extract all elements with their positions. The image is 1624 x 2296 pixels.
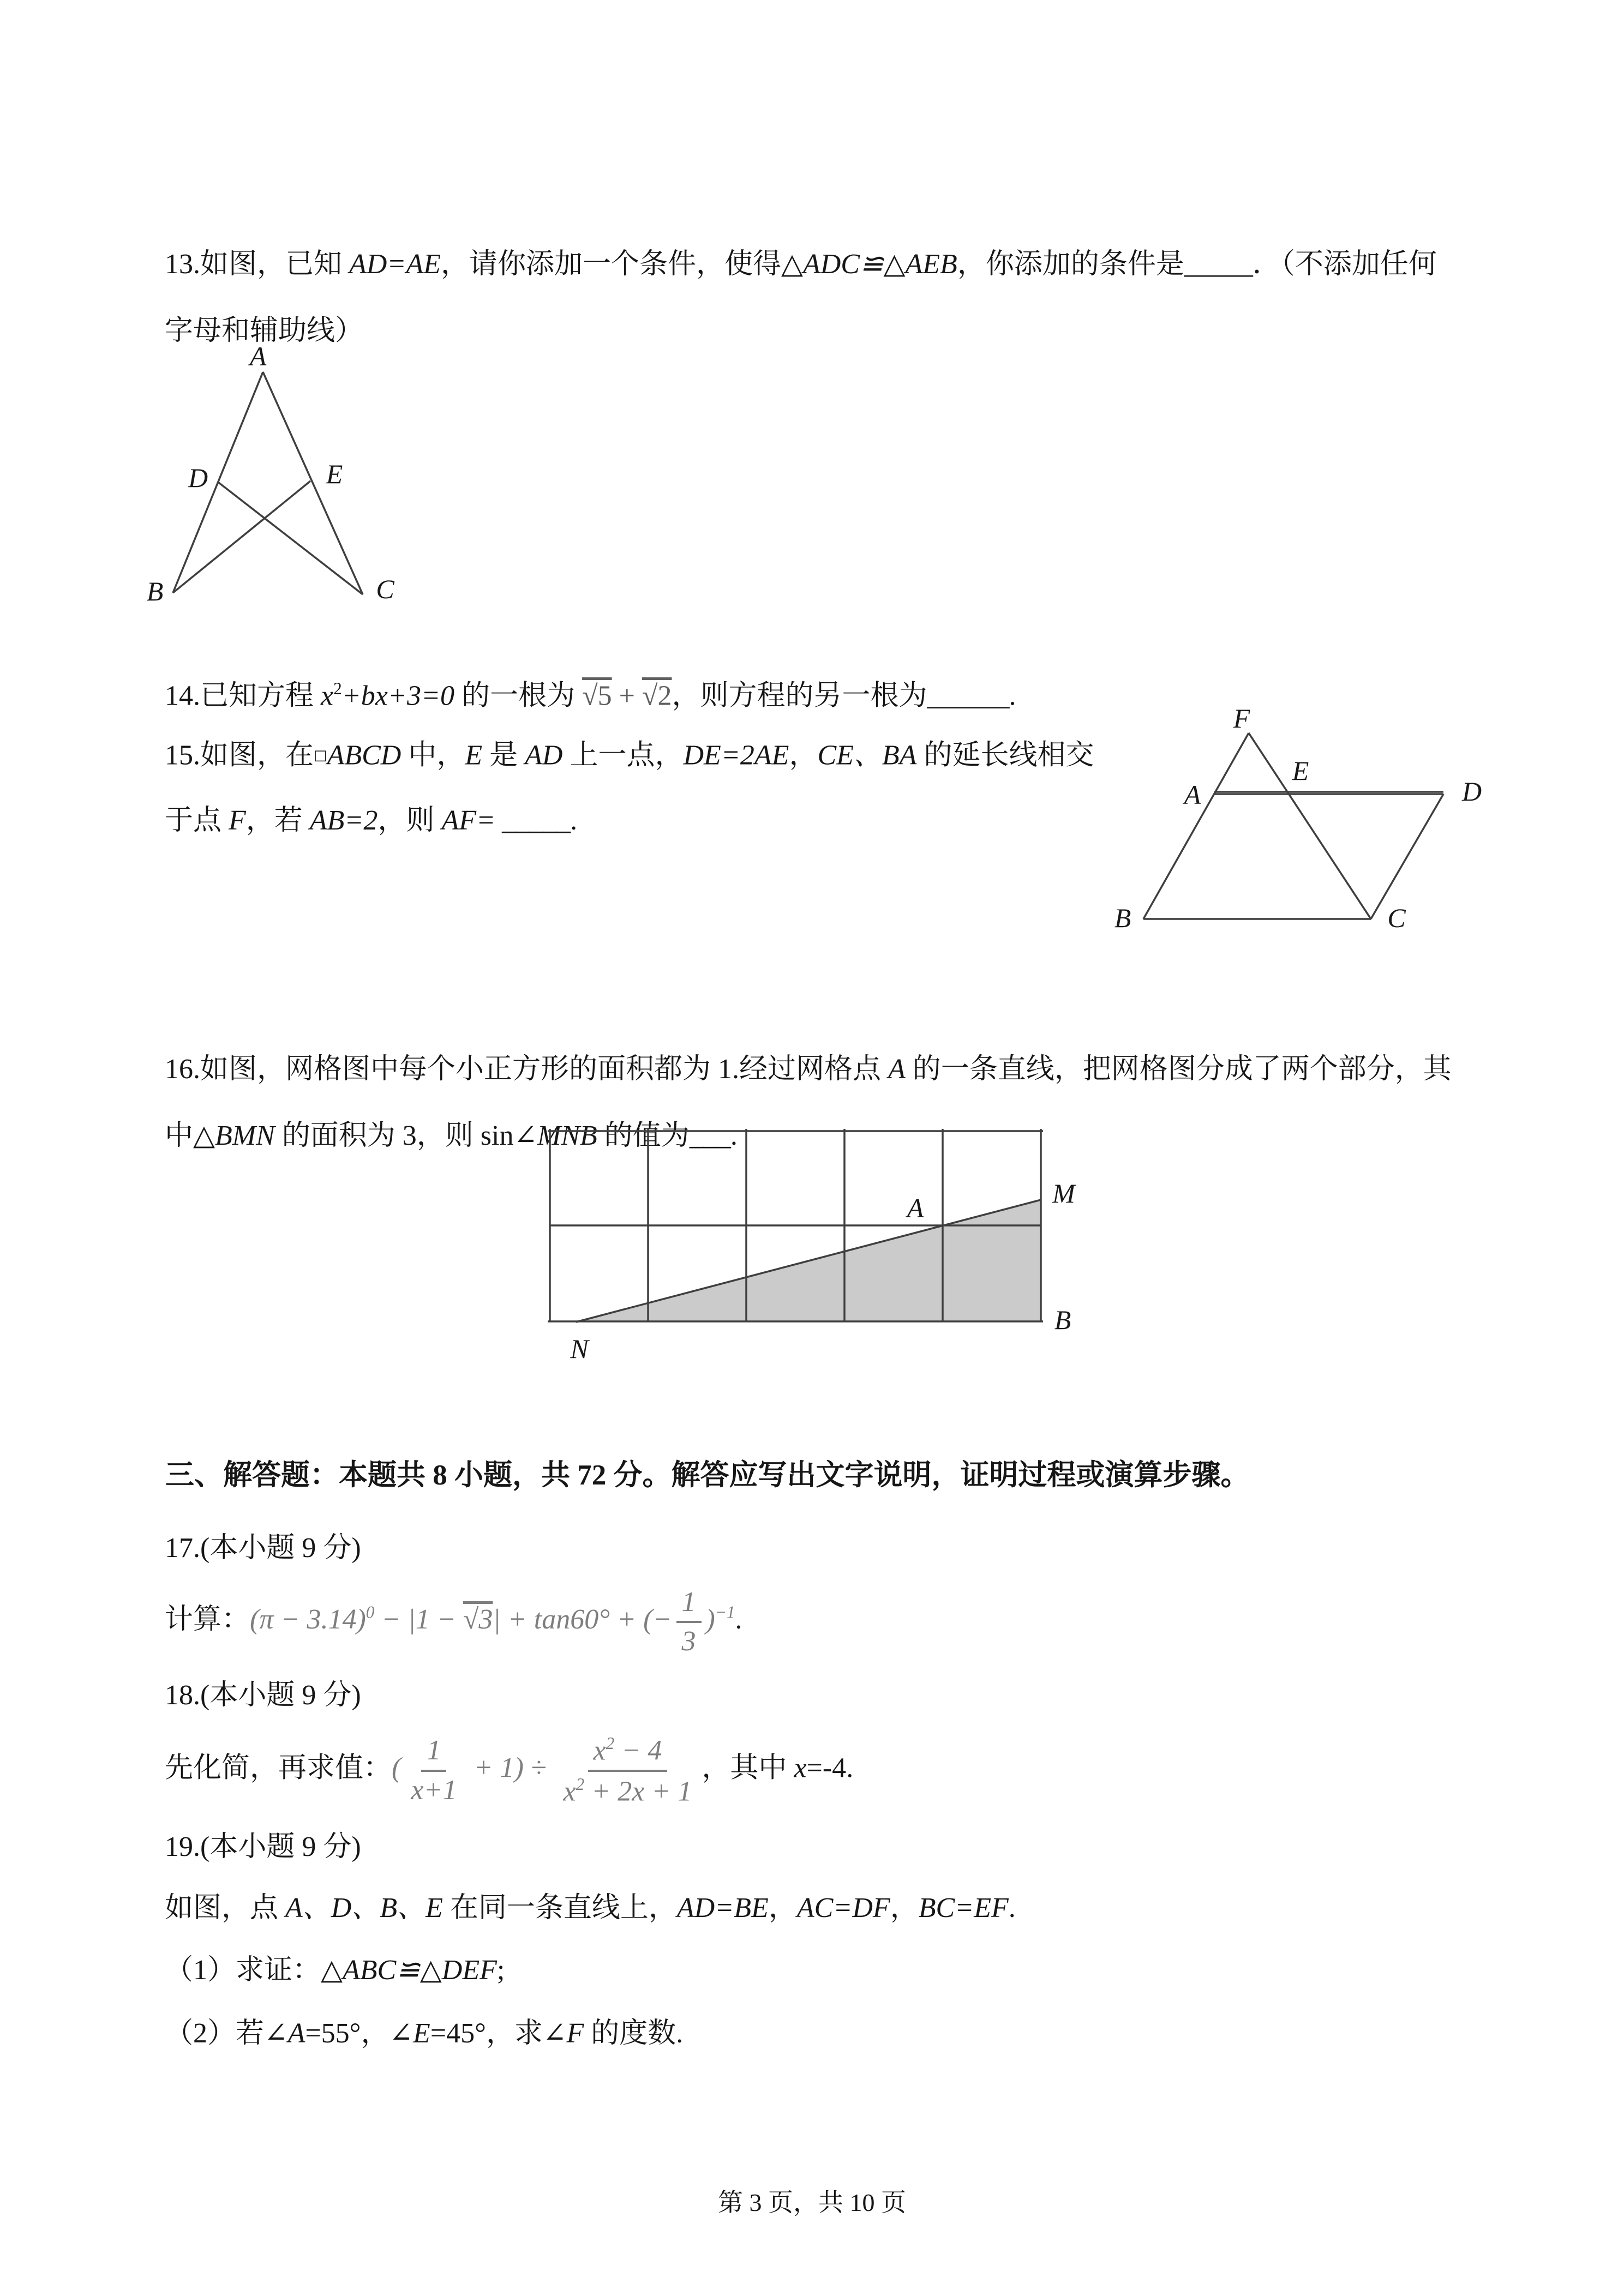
- period: .: [735, 1604, 742, 1636]
- text-segment: 中△: [165, 1120, 215, 1151]
- math-segment: + 2x + 1: [584, 1775, 692, 1807]
- text-segment: 的面积为 3，则 sin∠: [274, 1120, 538, 1151]
- point-label-D: D: [188, 462, 208, 493]
- q16-grid-figure: [537, 1121, 1083, 1380]
- superscript: 2: [606, 1734, 615, 1753]
- point-label-B: B: [1114, 903, 1131, 933]
- text-segment: 13.如图，已知: [165, 249, 350, 280]
- line-AB: [173, 372, 263, 593]
- fraction-denominator: 3: [681, 1626, 696, 1657]
- point-label-F: F: [1233, 703, 1250, 734]
- superscript: 0: [365, 1602, 375, 1622]
- math-segment: +bx+3=0: [341, 680, 455, 712]
- math-segment: BC=EF: [918, 1892, 1009, 1924]
- page-footer: [0, 2183, 1624, 2219]
- line-FC: [1249, 733, 1371, 919]
- math-segment: CE、BA: [817, 740, 917, 771]
- text-segment: .: [1009, 680, 1016, 712]
- fraction-denominator: x+1: [411, 1774, 457, 1806]
- formula-prefix: 计算：: [165, 1604, 250, 1636]
- text-segment: 16.如图，网格图中每个小正方形的面积都为 1.经过网格点: [165, 1054, 889, 1085]
- blank-underline: _____: [495, 805, 571, 836]
- math-segment: AD: [525, 740, 563, 771]
- text-segment: .: [1008, 1892, 1016, 1924]
- formula-body: [250, 1586, 735, 1657]
- point-label-B: B: [146, 576, 164, 606]
- text-segment: 如图，点: [165, 1892, 286, 1924]
- text-segment: ;: [496, 1955, 505, 1986]
- question-label: 19.(本小题 9 分): [165, 1831, 361, 1862]
- text-segment: 于点: [165, 805, 229, 836]
- question-label: 18.(本小题 9 分): [165, 1680, 361, 1711]
- math-segment: | + tan60° + (−: [493, 1604, 672, 1636]
- math-segment: − |1 −: [374, 1604, 463, 1636]
- point-label-M: M: [1052, 1178, 1075, 1209]
- point-label-N: N: [570, 1333, 589, 1364]
- math-segment: AF=: [441, 805, 496, 836]
- text-segment: ，则: [377, 805, 442, 836]
- page-number: 第 3 页，共 10 页: [718, 2189, 906, 2216]
- text-segment: 的延长线相交: [916, 740, 1094, 771]
- math-segment: AD=AE: [349, 249, 441, 280]
- text-segment: 15.如图，在: [165, 740, 314, 771]
- formula-body: [392, 1734, 702, 1807]
- superscript: 2: [576, 1774, 585, 1794]
- plus-sign: +: [612, 680, 642, 712]
- math-segment: A、D、B、E: [285, 1892, 443, 1924]
- math-segment: − 4: [614, 1735, 662, 1766]
- math-segment: AB=2: [309, 805, 378, 836]
- text-segment: （1）求证：: [165, 1955, 321, 1986]
- text-segment: ，: [789, 740, 818, 771]
- point-label-C: C: [1387, 903, 1406, 933]
- math-segment: (π − 3.14): [250, 1604, 366, 1636]
- math-segment: ABCD: [327, 740, 401, 771]
- superscript: 2: [333, 679, 342, 698]
- math-segment: ∠E: [389, 2018, 430, 2049]
- text-segment: .: [730, 1120, 738, 1151]
- q15-figure: [1094, 701, 1487, 941]
- math-segment: x: [593, 1735, 606, 1766]
- math-segment: E: [465, 740, 483, 771]
- text-segment: ，: [768, 1892, 797, 1924]
- period: .: [846, 1752, 854, 1784]
- blank-underline: ___: [689, 1120, 730, 1151]
- text-segment: 的一根为: [454, 680, 583, 712]
- math-segment: MNB: [537, 1120, 597, 1151]
- math-segment: x: [321, 680, 334, 712]
- point-label-E: E: [1292, 755, 1309, 786]
- text-segment: 字母和辅助线）: [165, 315, 364, 346]
- math-segment: AC=DF: [796, 1892, 890, 1924]
- text-segment: ，其中: [702, 1752, 794, 1784]
- text-segment: 的值为: [597, 1120, 690, 1151]
- divide-sign: ) ÷: [514, 1752, 554, 1784]
- text-segment: 的一条直线，把网格图分成了两个部分，其: [905, 1054, 1452, 1085]
- text-segment: 中，: [401, 740, 465, 771]
- math-segment: ): [705, 1604, 715, 1636]
- left-paren: (: [392, 1752, 401, 1784]
- point-label-B: B: [1054, 1305, 1071, 1335]
- text-segment: 的度数.: [584, 2018, 684, 2049]
- text-segment: 是: [482, 740, 525, 771]
- fraction-1-over-x-plus-1: [405, 1735, 462, 1805]
- fraction-rational: [558, 1734, 697, 1807]
- fraction-numerator: 1: [421, 1735, 446, 1771]
- q13-figure: [131, 330, 409, 619]
- superscript: −1: [715, 1602, 735, 1622]
- point-label-D: D: [1461, 776, 1482, 807]
- text-segment: .: [570, 805, 578, 836]
- text-segment: 上一点，: [562, 740, 684, 771]
- math-segment: DE=2AE: [683, 740, 789, 771]
- formula-prefix: 先化简，再求值：: [165, 1752, 392, 1784]
- line-BF: [1143, 733, 1249, 919]
- heading-text: 三、解答题：本题共 8 小题，共 72 分。解答应写出文字说明，证明过程或演算步骤。: [165, 1459, 1250, 1491]
- math-segment: △ABC≌△DEF: [321, 1955, 497, 1986]
- text-segment: （2）若: [165, 2018, 265, 2049]
- math-segment: ∠A: [264, 2018, 305, 2049]
- text-segment: =55°，: [305, 2018, 389, 2049]
- fraction-one-third: [676, 1587, 702, 1657]
- parallelogram-symbol: □: [314, 747, 327, 764]
- math-segment: x: [794, 1752, 807, 1784]
- sqrt-5: √5: [582, 680, 612, 712]
- fraction-numerator: 1: [676, 1587, 702, 1623]
- line-DC: [1371, 794, 1443, 919]
- text-segment: ，则方程的另一根为: [672, 680, 927, 712]
- math-segment: AD=BE: [676, 1892, 769, 1924]
- point-label-A: A: [249, 341, 267, 371]
- math-segment: + 1: [466, 1752, 514, 1784]
- point-label-A: A: [907, 1193, 924, 1223]
- text-segment: ，: [890, 1892, 919, 1924]
- fraction-denominator: [558, 1772, 697, 1807]
- math-segment: x: [563, 1775, 576, 1807]
- text-segment: 在同一条直线上，: [442, 1892, 677, 1924]
- fraction-numerator: [588, 1734, 668, 1772]
- text-segment: ．（不添加任何: [1252, 249, 1437, 280]
- blank-underline: ______: [927, 680, 1009, 712]
- sqrt-2: √2: [642, 680, 672, 712]
- q15-line2: [136, 770, 577, 871]
- math-segment: F: [229, 805, 246, 836]
- text-segment: ，你添加的条件是: [957, 249, 1184, 280]
- text-segment: 14.已知方程: [165, 680, 321, 712]
- q19-sub2: [136, 1983, 683, 2084]
- line-AC: [263, 372, 363, 594]
- text-segment: ，若: [245, 805, 310, 836]
- question-label: 17.(本小题 9 分): [165, 1532, 361, 1564]
- point-label-C: C: [376, 574, 394, 604]
- math-segment: A: [888, 1054, 906, 1085]
- math-segment: ∠F: [542, 2018, 584, 2049]
- text-segment: ，请你添加一个条件，使得: [440, 249, 781, 280]
- blank-underline: _____: [1184, 249, 1253, 280]
- sqrt-3: √3: [463, 1604, 493, 1636]
- point-label-A: A: [1184, 779, 1201, 810]
- math-segment: =-4: [806, 1752, 847, 1784]
- point-label-E: E: [326, 459, 343, 489]
- math-segment: BMN: [215, 1120, 275, 1151]
- math-segment: △ADC≌△AEB: [781, 249, 957, 280]
- text-segment: =45°，求: [430, 2018, 543, 2049]
